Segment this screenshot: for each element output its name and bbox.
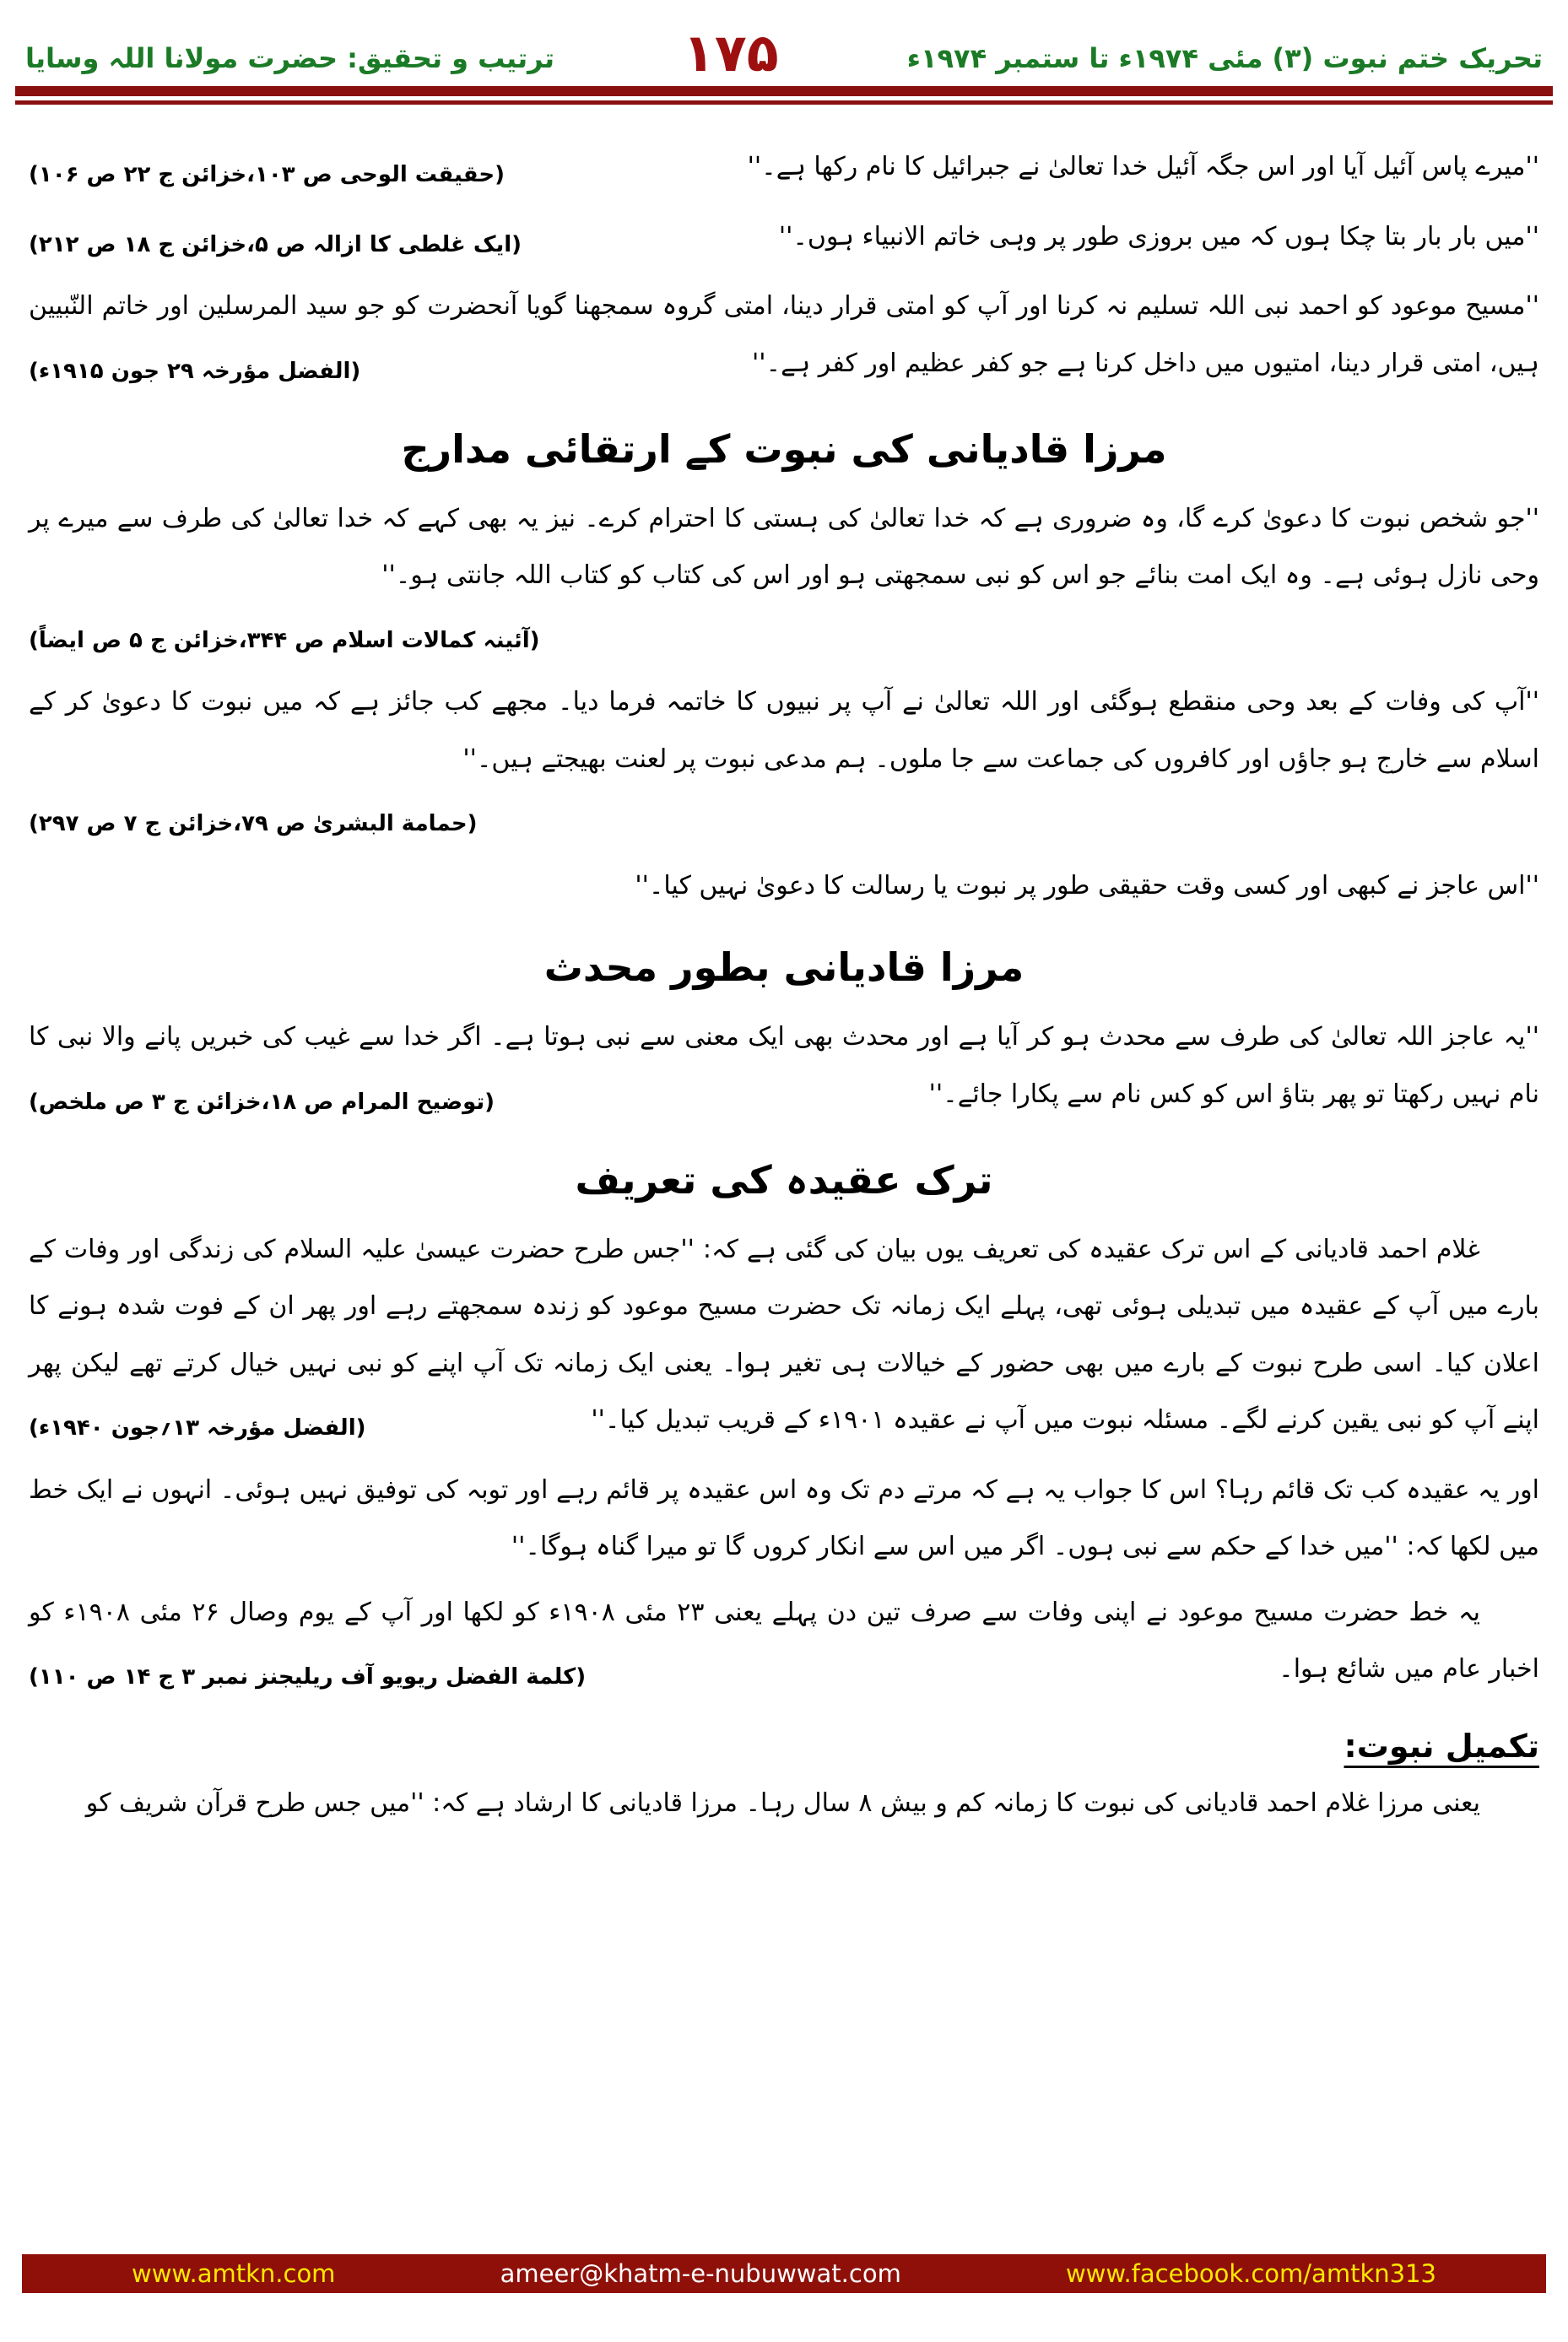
- quote-paragraph: [29, 138, 1539, 200]
- footer-link-website[interactable]: www.amtkn.com: [132, 2259, 336, 2288]
- footer-link-facebook[interactable]: www.facebook.com/amtkn313: [1065, 2259, 1436, 2288]
- body-paragraph: [29, 1462, 1539, 1576]
- quote-paragraph: [29, 208, 1539, 270]
- quote-paragraph: [29, 857, 1539, 915]
- header-title: تحریک ختم نبوت (۳) مئی ۱۹۷۴ء تا ستمبر ۱۹۷۴ء: [906, 41, 1543, 74]
- citation: (حمامة البشریٰ ص ۷۹،خزائن ج ۷ ص ۲۹۷): [29, 811, 478, 837]
- citation: (الفضل مؤرخہ ۲۹ جون ۱۹۱۵ء): [29, 358, 361, 384]
- quote-paragraph: [29, 278, 1539, 396]
- section-heading-irtiqai-madarij: مرزا قادیانی کی نبوت کے ارتقائی مدارج: [401, 426, 1167, 472]
- quote-text: ''جو شخص نبوت کا دعویٰ کرے گا، وہ ضروری ہے کہ خدا تعالیٰ کی ہستی کا احترام کرے۔ نیز یہ بھی کہے کہ خدا تعالیٰ کی طرف سے میرے پر وحی نازل ہوئی ہے۔ وہ ایک امت بنائے جو اس کو نبی سمجھتی ہو اور اس کی کتاب کو کتاب اللہ جانتی ہو۔'': [29, 503, 1539, 591]
- section-heading-tark-aqeedah: ترک عقیدہ کی تعریف: [575, 1157, 993, 1203]
- quote-text: ''میں بار بار بتا چکا ہوں کہ میں بروزی طور پر وہی خاتم الانبیاء ہوں۔'': [778, 221, 1539, 252]
- paragraph-text: یعنی مرزا غلام احمد قادیانی کی نبوت کا زمانہ کم و بیش ۸ سال رہا۔ مرزا قادیانی کا ارشاد ہے کہ: ''میں جس طرح قرآن شریف کو: [85, 1788, 1480, 1818]
- section-heading-bataur-muhaddith: مرزا قادیانی بطور محدث: [543, 944, 1025, 991]
- page-header: [0, 0, 1568, 84]
- body-paragraph: [29, 1584, 1539, 1702]
- header-credits: ترتیب و تحقیق: حضرت مولانا اللہ وسایا: [25, 41, 555, 74]
- page-body: [0, 105, 1568, 1831]
- quote-text: ''آپ کی وفات کے بعد وحی منقطع ہوگئی اور اللہ تعالیٰ نے آپ پر نبیوں کا خاتمہ فرما دیا۔ مجھے کب جائز ہے کہ میں نبوت کا دعویٰ کر کے اسلام سے خارج ہو جاؤں اور کافروں کی جماعت سے جا ملوں۔ ہم مدعی نبوت پر لعنت بھیجتے ہیں۔'': [29, 687, 1539, 774]
- subsection-heading-takmeel-nubuwwat: تکمیل نبوت:: [1344, 1727, 1539, 1765]
- body-paragraph: [29, 1775, 1539, 1832]
- citation: (ایک غلطی کا ازالہ ص ۵،خزائن ج ۱۸ ص ۲۱۲): [29, 231, 522, 257]
- citation: (آئینہ کمالات اسلام ص ۳۴۴،خزائن ج ۵ ص ایضاً): [29, 627, 540, 653]
- paragraph-text: غلام احمد قادیانی کے اس ترک عقیدہ کی تعریف یوں بیان کی گئی ہے کہ: ''جس طرح حضرت عیسیٰ علیہ السلام کی زندگی اور وفات کے بارے میں آپ کے عقیدہ میں تبدیلی ہوئی تھی، پہلے ایک زمانہ تک حضرت مسیح موعود کو زندہ سمجھتے رہے اور پھر ان کے فوت شدہ ہونے کا اعلان کیا۔ اسی طرح نبوت کے بارے میں بھی حضور کے خیالات ہی تغیر ہوا۔ یعنی ایک زمانہ تک آپ اپنے کو نبی نہیں خیال کرتے تھے لیکن پھر اپنے آپ کو نبی یقین کرنے لگے۔ مسئلہ نبوت میں آپ نے عقیدہ ۱۹۰۱ء کے قریب تبدیل کیا۔'': [29, 1234, 1539, 1436]
- quote-paragraph: [29, 490, 1539, 666]
- body-paragraph: [29, 1221, 1539, 1453]
- paragraph-text: یہ خط حضرت مسیح موعود نے اپنی وفات سے صرف تین دن پہلے یعنی ۲۳ مئی ۱۹۰۸ء کو لکھا اور آپ کے یوم وصال ۲۶ مئی ۱۹۰۸ء کو اخبار عام میں شائع ہوا۔: [29, 1597, 1539, 1685]
- quote-text: ''مسیح موعود کو احمد نبی اللہ تسلیم نہ کرنا اور آپ کو امتی قرار دینا، امتی گروہ سمجھنا گویا آنحضرت کو جو سید المرسلین اور خاتم النّبیین ہیں، امتی قرار دینا، امتیوں میں داخل کرنا ہے جو کفر عظیم اور کفر ہے۔'': [29, 291, 1539, 378]
- quote-text: ''اس عاجز نے کبھی اور کسی وقت حقیقی طور پر نبوت یا رسالت کا دعویٰ نہیں کیا۔'': [635, 870, 1539, 901]
- page-number: ۱۷۵: [683, 22, 779, 84]
- citation: (الفضل مؤرخہ ۱۳؍جون ۱۹۴۰ء): [29, 1415, 366, 1441]
- divider-thick-line: [15, 86, 1553, 96]
- footer-link-email[interactable]: ameer@khatm-e-nubuwwat.com: [500, 2259, 901, 2288]
- paragraph-text: اور یہ عقیدہ کب تک قائم رہا؟ اس کا جواب یہ ہے کہ مرتے دم تک وہ اس عقیدہ پر قائم رہے اور توبہ کی توفیق نہیں ہوئی۔ انہوں نے ایک خط میں لکھا کہ: ''میں خدا کے حکم سے نبی ہوں۔ اگر میں اس سے انکار کروں گا تو میرا گناہ ہوگا۔'': [29, 1474, 1539, 1562]
- footer-bar: [22, 2254, 1546, 2293]
- divider-double-rule: [0, 79, 1568, 105]
- citation: (توضیح المرام ص ۱۸،خزائن ج ۳ ص ملخص): [29, 1089, 495, 1115]
- quote-paragraph: [29, 673, 1539, 849]
- citation: (کلمة الفضل ریویو آف ریلیجنز نمبر ۳ ج ۱۴ ص ۱۱۰): [29, 1664, 587, 1690]
- quote-paragraph: [29, 1009, 1539, 1127]
- quote-text: ''یہ عاجز اللہ تعالیٰ کی طرف سے محدث ہو کر آیا ہے اور محدث بھی ایک معنی سے نبی ہوتا ہے۔ اگر خدا سے غیب کی خبریں پانے والا نبی کا نام نہیں رکھتا تو پھر بتاؤ اس کو کس نام سے پکارا جائے۔'': [29, 1022, 1539, 1109]
- citation: (حقیقت الوحی ص ۱۰۳،خزائن ج ۲۲ ص ۱۰۶): [29, 162, 505, 187]
- quote-text: ''میرے پاس آئیل آیا اور اس جگہ آئیل خدا تعالیٰ نے جبرائیل کا نام رکھا ہے۔'': [747, 152, 1539, 181]
